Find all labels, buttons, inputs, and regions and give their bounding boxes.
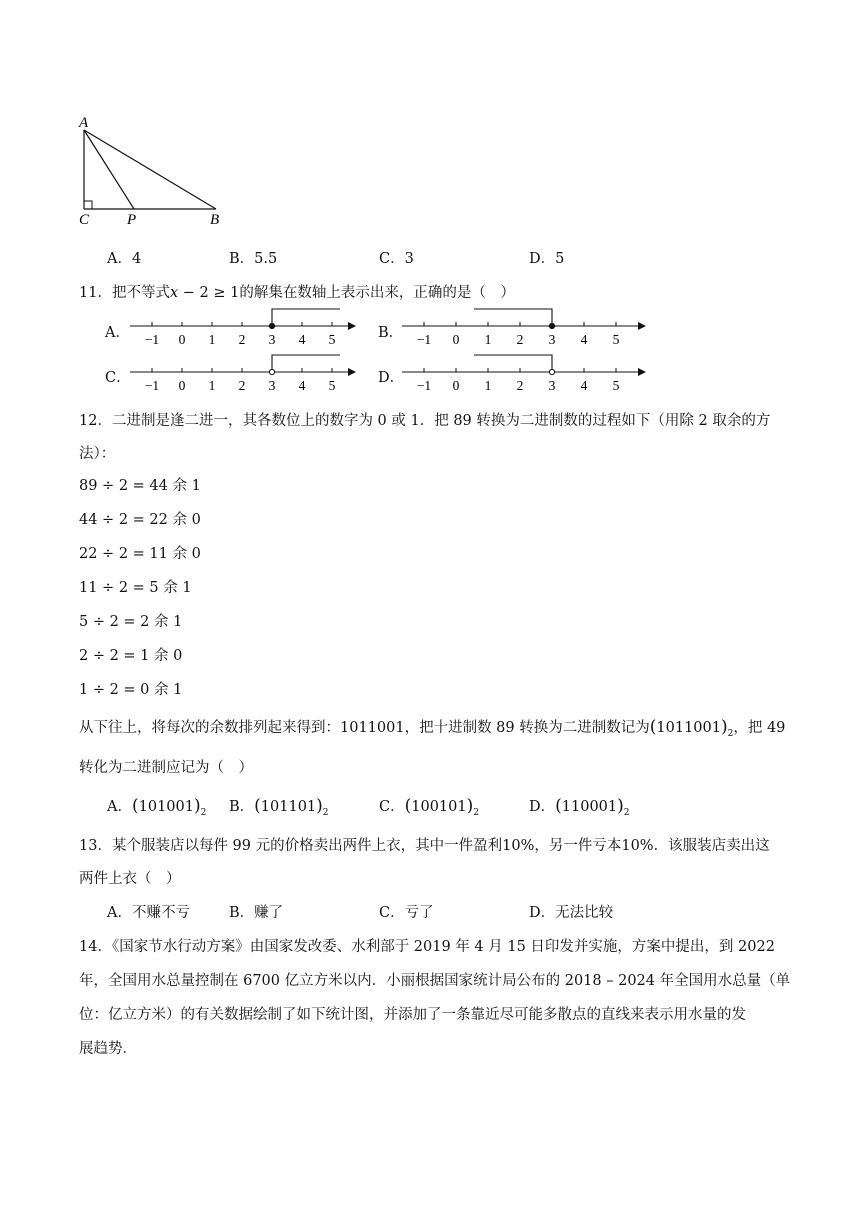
q12-option-d[interactable]: D．$(110001)_2$: [529, 796, 630, 818]
axis-arrow-icon: [638, 322, 646, 330]
vertex-b-label: B: [210, 212, 220, 228]
axis-tick-label: 2: [516, 378, 524, 393]
point-p-label: P: [127, 212, 137, 228]
open-endpoint-circle: [549, 369, 554, 374]
q11-option-c-number-line[interactable]: [130, 352, 370, 396]
vertex-a-label: A: [79, 115, 89, 131]
q12-conclusion: 从下往上，将每次的余数排列起来得到：1011001，把十进制数 89 转换为二进制数记为$(1011001)_2$，把 49: [79, 717, 786, 739]
open-endpoint-circle: [269, 369, 274, 374]
axis-tick-label: 0: [452, 332, 460, 347]
solution-ray: [474, 355, 552, 372]
q14-stem-line1: 14．《国家节水行动方案》由国家发改委、水利部于 2019 年 4 月 15 日印发并实施，方案中提出，到 2022: [79, 939, 775, 955]
axis-tick-label: 5: [328, 378, 336, 393]
division-step: 2 ÷ 2 = 1 余 0: [79, 648, 183, 664]
axis-tick-label: 0: [452, 378, 460, 393]
q11-option-b-label[interactable]: B．: [378, 325, 404, 341]
solution-ray: [474, 309, 552, 326]
axis-tick-label: 5: [612, 332, 620, 347]
q11-option-b-number-line[interactable]: [402, 306, 652, 350]
division-step: 89 ÷ 2 = 44 余 1: [79, 478, 201, 494]
q12-stem-line2: 法）：: [79, 446, 116, 462]
axis-tick-label: 2: [238, 332, 246, 347]
division-step: 5 ÷ 2 = 2 余 1: [79, 614, 183, 630]
q13-option-b[interactable]: B．赚了: [229, 905, 284, 921]
q12-option-a[interactable]: A．$(101001)_2$: [107, 796, 207, 818]
axis-tick-label: 3: [268, 378, 276, 393]
q10-option-a[interactable]: A．4: [107, 251, 142, 267]
division-step: 22 ÷ 2 = 11 余 0: [79, 546, 201, 562]
axis-tick-label: 0: [178, 332, 186, 347]
axis-tick-label: 3: [548, 378, 556, 393]
q11-option-d-number-line[interactable]: [402, 352, 652, 396]
axis-tick-label: 1: [208, 378, 216, 393]
axis-tick-label: 2: [516, 332, 524, 347]
q11-stem: 11．把不等式x − 2 ≥ 1的解集在数轴上表示出来，正确的是（ ）: [79, 285, 515, 301]
q13-option-a[interactable]: A．不赚不亏: [107, 905, 190, 921]
axis-arrow-icon: [638, 368, 646, 376]
triangle-figure: [70, 110, 240, 230]
axis-tick-label: 0: [178, 378, 186, 393]
q11-option-c-label[interactable]: C．: [105, 370, 131, 386]
axis-tick-label: −1: [144, 332, 160, 347]
axis-tick-label: 5: [612, 378, 620, 393]
axis-tick-label: 1: [208, 332, 216, 347]
q12-stem-line1: 12．二进制是逢二进一，其各数位上的数字为 0 或 1．把 89 转换为二进制数的过程如下（用除 2 取余的方: [79, 413, 771, 429]
axis-arrow-icon: [348, 368, 356, 376]
axis-tick-label: 1: [484, 332, 492, 347]
axis-tick-label: 4: [298, 378, 306, 393]
division-step: 1 ÷ 2 = 0 余 1: [79, 682, 183, 698]
axis-tick-label: 4: [580, 378, 588, 393]
q10-option-b[interactable]: B．5.5: [229, 251, 278, 267]
q10-option-c[interactable]: C．3: [379, 251, 414, 267]
q11-option-d-label[interactable]: D．: [378, 370, 405, 386]
q11-option-a-label[interactable]: A．: [105, 325, 130, 341]
solution-ray: [272, 355, 340, 372]
axis-tick-label: −1: [416, 332, 432, 347]
segment-ap: [84, 130, 134, 209]
q13-stem-line2: 两件上衣（ ）: [79, 871, 181, 887]
axis-tick-label: −1: [416, 378, 432, 393]
q12-option-b[interactable]: B．$(101101)_2$: [229, 796, 329, 818]
axis-tick-label: 2: [238, 378, 246, 393]
axis-tick-label: 5: [328, 332, 336, 347]
axis-tick-label: 3: [548, 332, 556, 347]
q14-stem-line4: 展趋势．: [79, 1041, 137, 1057]
axis-tick-label: 4: [298, 332, 306, 347]
q14-stem-line2: 年，全国用水总量控制在 6700 亿立方米以内．小丽根据国家统计局公布的 2018 – 2024 年全国用水总量（单: [79, 973, 791, 989]
right-angle-mark: [84, 201, 92, 209]
vertex-c-label: C: [79, 212, 90, 228]
axis-tick-label: −1: [144, 378, 160, 393]
axis-tick-label: 3: [268, 332, 276, 347]
axis-tick-label: 1: [484, 378, 492, 393]
division-step: 11 ÷ 2 = 5 余 1: [79, 580, 192, 596]
axis-arrow-icon: [348, 322, 356, 330]
q12-stem-last: 转化为二进制应记为（ ）: [79, 760, 253, 776]
q14-stem-line3: 位：亿立方米）的有关数据绘制了如下统计图，并添加了一条靠近尽可能多散点的直线来表示用水量的发: [79, 1007, 746, 1023]
q11-option-a-number-line[interactable]: [130, 306, 370, 350]
q13-option-c[interactable]: C．亏了: [379, 905, 434, 921]
axis-tick-label: 4: [580, 332, 588, 347]
side-ab: [84, 130, 216, 209]
division-step: 44 ÷ 2 = 22 余 0: [79, 512, 201, 528]
closed-endpoint-dot: [269, 323, 274, 328]
closed-endpoint-dot: [549, 323, 554, 328]
solution-ray: [272, 309, 340, 326]
q13-option-d[interactable]: D．无法比较: [529, 905, 614, 921]
q12-option-c[interactable]: C．$(100101)_2$: [379, 796, 479, 818]
q10-option-d[interactable]: D．5: [529, 251, 565, 267]
q13-stem-line1: 13．某个服装店以每件 99 元的价格卖出两件上衣，其中一件盈利10%，另一件亏本10%．该服装店卖出这: [79, 838, 770, 854]
